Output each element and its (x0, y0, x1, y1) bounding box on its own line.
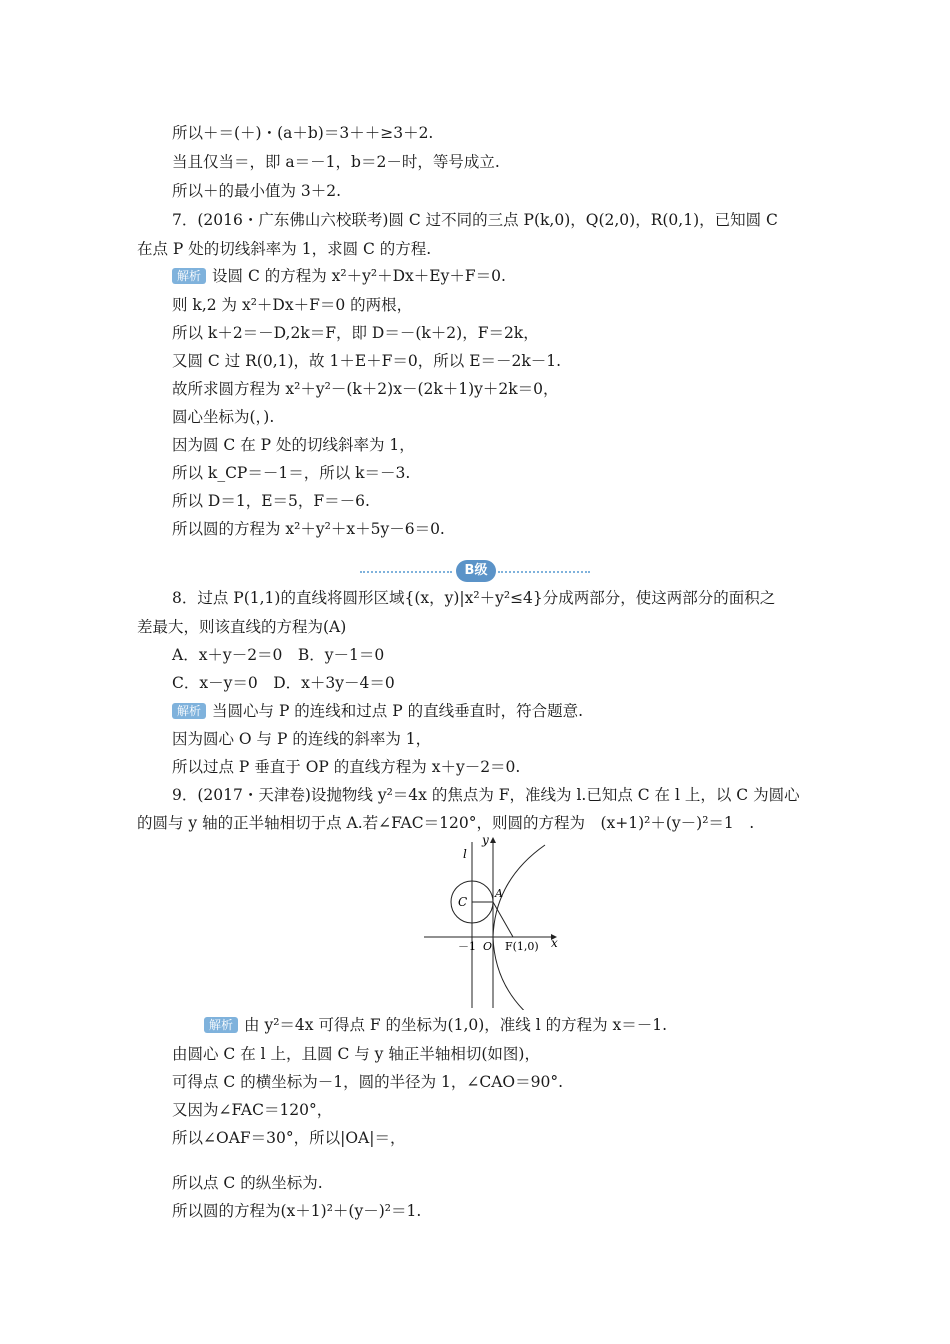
text-line: 则 k,2 为 x²＋Dx＋F＝0 的两根， (172, 296, 413, 314)
problem-7-line-2: 在点 P 处的切线斜率为 1，求圆 C 的方程. (137, 240, 432, 258)
label-f: F(1,0) (505, 940, 539, 953)
text-line: 所以＋的最小值为 3＋2. (172, 182, 342, 200)
text-line: 所以 k_CP＝－1＝，所以 k＝－3. (172, 464, 411, 482)
label-l: l (463, 847, 467, 861)
label-x: x (551, 936, 558, 950)
option-line: A．x＋y－2＝0 B．y－1＝0 (172, 646, 385, 664)
analysis-text: 当圆心与 P 的连线和过点 P 的直线垂直时，符合题意. (212, 702, 584, 720)
analysis-tag: 解析 (172, 268, 206, 284)
text-line: 故所求圆方程为 x²＋y²－(k＋2)x－(2k＋1)y＋2k＝0， (172, 380, 559, 398)
problem-8-line-1: 8．过点 P(1,1)的直线将圆形区域{(x，y)|x²＋y²≤4}分成两部分，使这两部分的面积之 (172, 589, 776, 607)
label-o: O (483, 940, 493, 953)
label-y: y (482, 833, 489, 847)
text-line: 所以 D＝1，E＝5，F＝－6. (172, 492, 370, 510)
text-line: 当且仅当＝，即 a＝－1，b＝2－时，等号成立. (172, 153, 500, 171)
text-line: 因为圆 C 在 P 处的切线斜率为 1， (172, 436, 415, 454)
text-line: 所以圆的方程为 x²＋y²＋x＋5y－6＝0. (172, 520, 445, 538)
problem-9-line-1: 9．(2017・天津卷)设抛物线 y²＝4x 的焦点为 F，准线为 l.已知点 C 在 l 上，以 C 为圆心 (172, 786, 800, 804)
analysis-text: 由 y²＝4x 可得点 F 的坐标为(1,0)，准线 l 的方程为 x＝－1. (244, 1016, 668, 1034)
section-badge: B级 (456, 560, 496, 582)
parabola (493, 845, 545, 1010)
text-line: 可得点 C 的横坐标为－1，圆的半径为 1，∠CAO＝90°. (172, 1073, 564, 1091)
label-neg1: －1 (458, 940, 476, 953)
label-c: C (458, 895, 468, 909)
problem-8-line-2: 差最大，则该直线的方程为(A) (137, 618, 347, 636)
text-line: 所以∠OAF＝30°，所以|OA|＝， (172, 1129, 406, 1147)
text-line: 因为圆心 O 与 P 的连线的斜率为 1， (172, 730, 432, 748)
text-line: 圆心坐标为(，). (172, 408, 275, 426)
divider-dots-left (360, 571, 452, 573)
analysis-tag: 解析 (204, 1017, 238, 1033)
text-line: 又圆 C 过 R(0,1)，故 1＋E＋F＝0，所以 E＝－2k－1. (172, 352, 562, 370)
text-line: 所以＋＝(＋)・(a＋b)＝3＋＋≥3＋2. (172, 124, 434, 142)
problem-9-line-2: 的圆与 y 轴的正半轴相切于点 A.若∠FAC＝120°，则圆的方程为 (x+1)²＋(y－)²＝1 . (137, 814, 755, 832)
parabola-circle-figure (420, 830, 565, 1010)
analysis-line (204, 1015, 667, 1035)
option-line: C．x－y＝0 D．x＋3y－4＝0 (172, 674, 395, 692)
analysis-text: 设圆 C 的方程为 x²＋y²＋Dx＋Ey＋F＝0. (212, 267, 506, 285)
text-line: 所以圆的方程为(x＋1)²＋(y－)²＝1. (172, 1202, 422, 1220)
text-line: 所以 k＋2＝－D,2k＝F，即 D＝－(k＋2)，F＝2k， (172, 324, 539, 342)
segment-af (493, 902, 513, 937)
text-line: 所以点 C 的纵坐标为. (172, 1174, 323, 1192)
analysis-line (172, 701, 583, 721)
divider-dots-right (498, 571, 590, 573)
label-a: A (495, 887, 503, 900)
problem-7-line-1: 7．(2016・广东佛山六校联考)圆 C 过不同的三点 P(k,0)，Q(2,0)，R(0,1)，已知圆 C (172, 211, 778, 229)
analysis-line (172, 266, 506, 286)
text-line: 又因为∠FAC＝120°， (172, 1101, 333, 1119)
text-line: 所以过点 P 垂直于 OP 的直线方程为 x＋y－2＝0. (172, 758, 521, 776)
text-line: 由圆心 C 在 l 上，且圆 C 与 y 轴正半轴相切(如图)， (172, 1045, 540, 1063)
analysis-tag: 解析 (172, 703, 206, 719)
section-divider (360, 560, 590, 584)
